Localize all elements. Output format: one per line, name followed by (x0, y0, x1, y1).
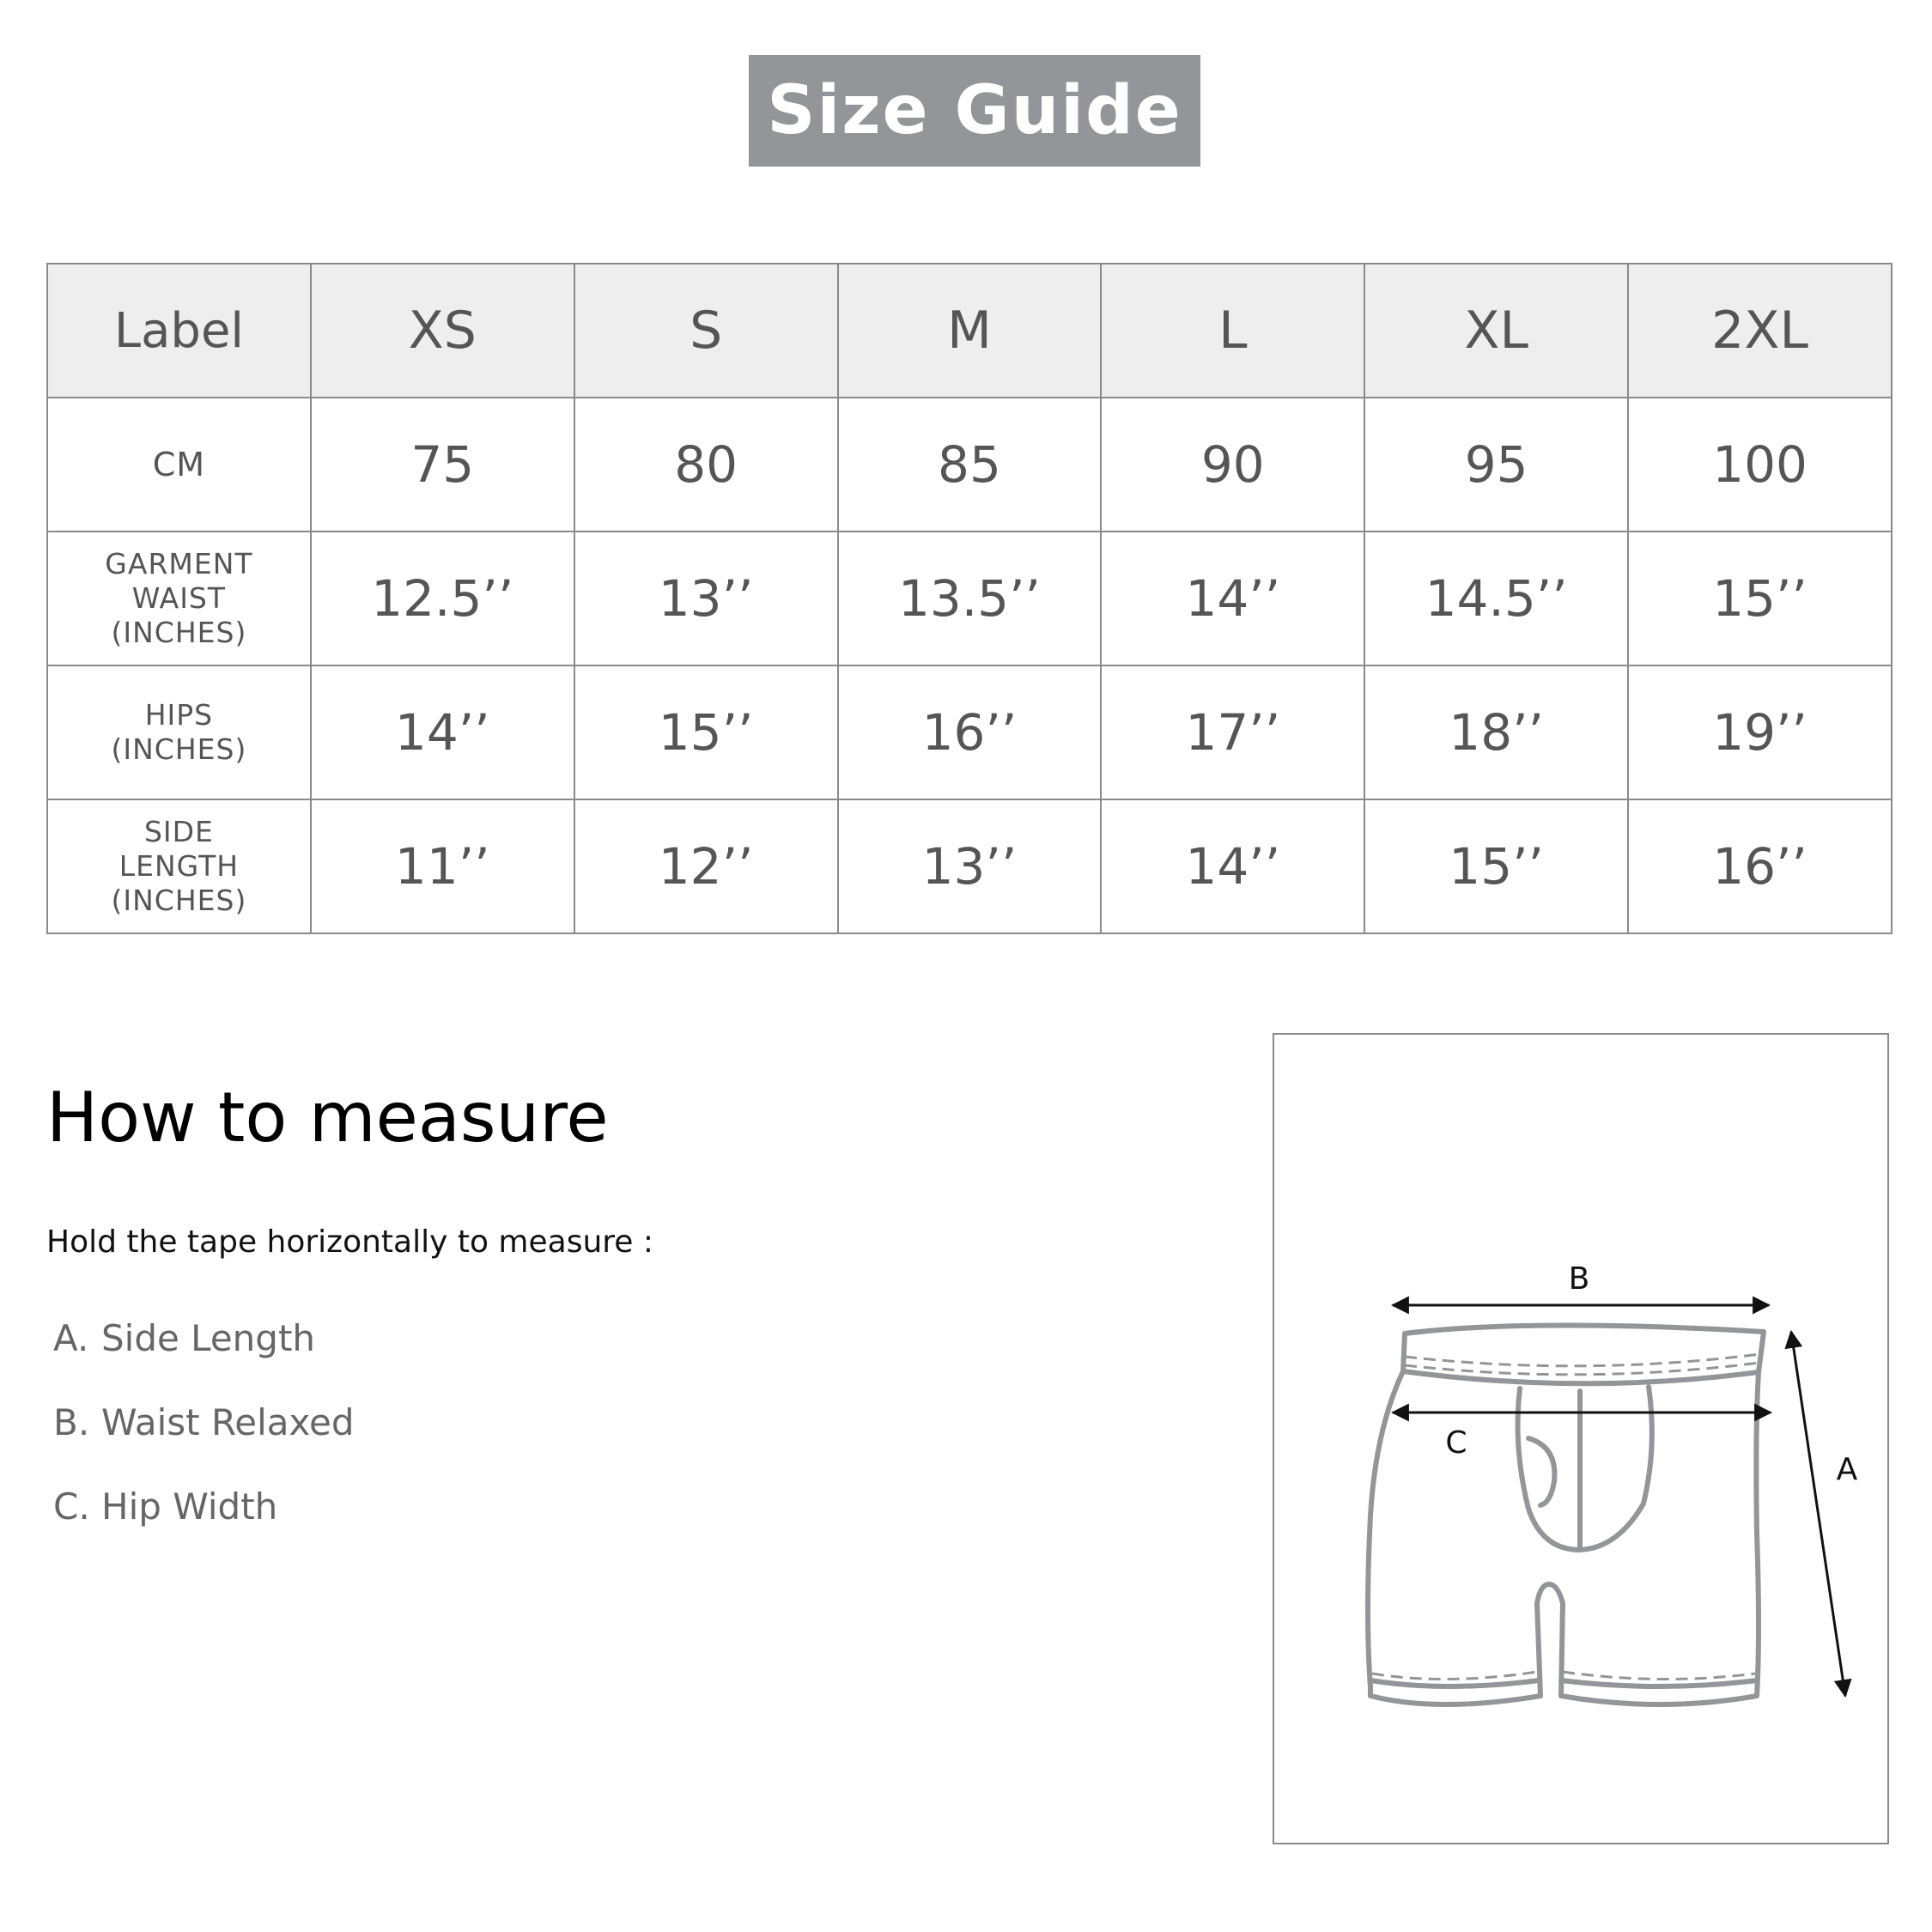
table-cell: 15’’ (1364, 799, 1628, 933)
body-outline (1368, 1371, 1759, 1704)
left-hem (1370, 1680, 1539, 1686)
table-cell: 16’’ (838, 665, 1102, 799)
waistband-stitch (1405, 1354, 1760, 1366)
table-row (47, 799, 1892, 933)
header-size-xl: XL (1364, 264, 1628, 398)
table-row (47, 532, 1892, 665)
table-cell: 85 (838, 398, 1102, 532)
measure-instruction: Hold the tape horizontally to measure : (46, 1224, 654, 1260)
table-cell: 12.5’’ (311, 532, 574, 665)
table-cell: 75 (311, 398, 574, 532)
header-size-2xl: 2XL (1628, 264, 1892, 398)
header-size-s: S (574, 264, 838, 398)
list-item-text: Waist Relaxed (101, 1401, 355, 1443)
row-label-garment-waist: GARMENT WAIST (INCHES) (47, 532, 311, 665)
list-item-text: Hip Width (101, 1485, 278, 1528)
table-cell: 11’’ (311, 799, 574, 933)
row-label-cm: CM (47, 398, 311, 532)
measurement-list (53, 1317, 355, 1570)
boxer-briefs-icon (1274, 1035, 1891, 1846)
table-cell: 100 (1628, 398, 1892, 532)
measurement-diagram (1273, 1033, 1889, 1844)
right-hem (1561, 1680, 1757, 1686)
table-cell: 13’’ (838, 799, 1102, 933)
table-cell: 18’’ (1364, 665, 1628, 799)
diagram-label-c: C (1445, 1425, 1467, 1461)
list-item-letter: C. (53, 1485, 90, 1528)
diagram-label-a: A (1836, 1452, 1858, 1487)
table-cell: 15’’ (574, 665, 838, 799)
table-cell: 12’’ (574, 799, 838, 933)
table-cell: 19’’ (1628, 665, 1892, 799)
table-cell: 14’’ (1101, 799, 1364, 933)
list-item (53, 1317, 355, 1401)
list-item-text: Side Length (101, 1317, 316, 1359)
table-row (47, 398, 1892, 532)
row-label-hips: HIPS (INCHES) (47, 665, 311, 799)
how-to-measure-heading: How to measure (46, 1078, 609, 1157)
list-item-letter: A. (53, 1317, 89, 1359)
page-title: Size Guide (767, 72, 1182, 149)
table-cell: 13’’ (574, 532, 838, 665)
diagram-label-b: B (1568, 1261, 1590, 1297)
header-size-xs: XS (311, 264, 574, 398)
header-label: Label (47, 264, 311, 398)
table-cell: 13.5’’ (838, 532, 1102, 665)
size-chart-table (46, 263, 1893, 934)
table-cell: 14’’ (1101, 532, 1364, 665)
table-cell: 80 (574, 398, 838, 532)
table-cell: 14’’ (311, 665, 574, 799)
table-cell: 14.5’’ (1364, 532, 1628, 665)
left-hem-stitch (1372, 1672, 1537, 1680)
table-cell: 15’’ (1628, 532, 1892, 665)
list-item (53, 1401, 355, 1485)
right-hem-stitch (1563, 1672, 1755, 1680)
header-size-m: M (838, 264, 1102, 398)
table-cell: 90 (1101, 398, 1364, 532)
row-label-side-length: SIDE LENGTH (INCHES) (47, 799, 311, 933)
header-size-l: L (1101, 264, 1364, 398)
side-length-arrow (1791, 1332, 1845, 1696)
table-cell: 16’’ (1628, 799, 1892, 933)
size-guide-title-banner (749, 55, 1200, 167)
pouch-curve (1528, 1438, 1554, 1505)
table-row (47, 665, 1892, 799)
table-cell: 95 (1364, 398, 1628, 532)
list-item (53, 1485, 355, 1570)
list-item-letter: B. (53, 1401, 90, 1443)
table-header-row (47, 264, 1892, 398)
table-cell: 17’’ (1101, 665, 1364, 799)
waistband-stitch (1405, 1363, 1759, 1375)
